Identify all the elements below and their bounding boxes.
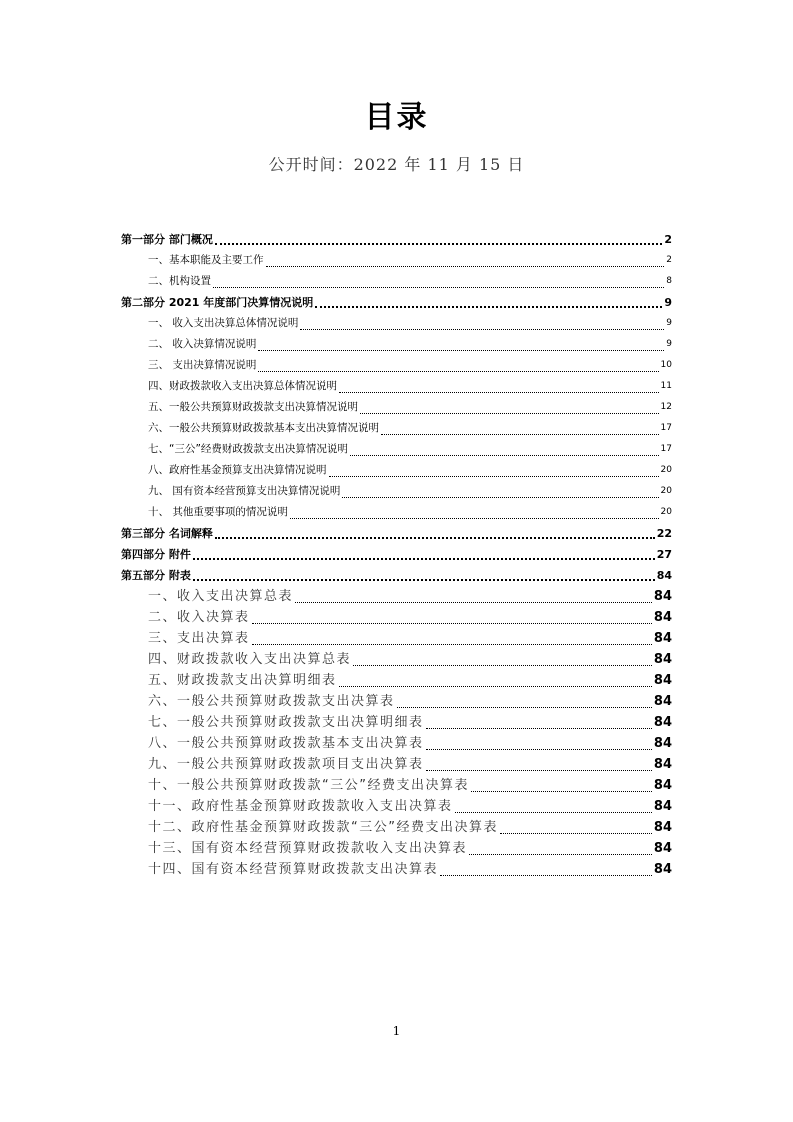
dot-leader <box>426 770 652 771</box>
toc-entry-page: 20 <box>660 486 672 496</box>
toc-entry-label: 五、财政拨款支出决算明细表 <box>148 673 337 688</box>
dot-leader <box>295 602 652 603</box>
toc-entry-label: 十四、国有资本经营预算财政拨款支出决算表 <box>148 862 439 877</box>
toc-entry[interactable] <box>121 250 672 271</box>
toc-entry[interactable] <box>121 649 672 670</box>
toc-entry[interactable] <box>121 460 672 481</box>
toc-entry-label: 十二、政府性基金预算财政拨款“三公”经费支出决算表 <box>148 820 498 835</box>
toc-section-page: 2 <box>664 233 672 246</box>
toc-entry-page: 9 <box>666 339 672 349</box>
toc-entry-page: 84 <box>653 841 672 856</box>
toc-entry-page: 8 <box>666 276 672 286</box>
dot-leader <box>315 306 662 308</box>
dot-leader <box>300 329 664 330</box>
toc-entry-page: 17 <box>660 444 672 454</box>
toc-entry-page: 84 <box>653 715 672 730</box>
dot-leader <box>329 476 659 477</box>
toc-entry[interactable] <box>121 796 672 817</box>
toc-entry[interactable] <box>121 313 672 334</box>
table-of-contents <box>121 229 672 880</box>
toc-entry[interactable] <box>121 376 672 397</box>
dot-leader <box>215 243 663 245</box>
toc-section-label: 第二部分 2021 年度部门决算情况说明 <box>121 296 314 309</box>
toc-section-3[interactable] <box>121 523 672 544</box>
dot-leader <box>455 812 652 813</box>
dot-leader <box>339 392 659 393</box>
toc-entry-label: 六、一般公共预算财政拨款支出决算表 <box>148 694 395 709</box>
dot-leader <box>350 455 659 456</box>
toc-entry[interactable] <box>121 754 672 775</box>
toc-entry-label: 二、机构设置 <box>148 275 211 287</box>
toc-entry-page: 11 <box>660 381 672 391</box>
dot-leader <box>213 287 664 288</box>
toc-entry-page: 84 <box>653 757 672 772</box>
toc-entry-page: 2 <box>666 255 672 265</box>
dot-leader <box>339 686 652 687</box>
toc-entry-label: 四、财政拨款收入支出决算总表 <box>148 652 352 667</box>
toc-entry-label: 四、财政拨款收入支出决算总体情况说明 <box>148 380 337 392</box>
dot-leader <box>193 579 655 581</box>
dot-leader <box>469 854 652 855</box>
dot-leader <box>381 434 659 435</box>
toc-entry[interactable] <box>121 481 672 502</box>
toc-entry-label: 一、收入支出决算总表 <box>148 589 294 604</box>
toc-entry[interactable] <box>121 418 672 439</box>
toc-entry[interactable] <box>121 859 672 880</box>
dot-leader <box>500 833 652 834</box>
publish-date: 公开时间：2022 年 11 月 15 日 <box>268 155 525 174</box>
toc-entry-page: 84 <box>653 862 672 877</box>
dot-leader <box>258 371 658 372</box>
document-title: 目录 <box>364 100 429 135</box>
toc-entry[interactable] <box>121 691 672 712</box>
toc-section-2[interactable] <box>121 292 672 313</box>
toc-entry-label: 十、 其他重要事项的情况说明 <box>148 506 288 518</box>
toc-entry[interactable] <box>121 397 672 418</box>
dot-leader <box>353 665 652 666</box>
dot-leader <box>426 728 652 729</box>
toc-entry[interactable] <box>121 838 672 859</box>
toc-entry-page: 84 <box>653 820 672 835</box>
toc-section-page: 84 <box>656 569 672 582</box>
toc-section-5[interactable] <box>121 565 672 586</box>
toc-entry-page: 84 <box>653 631 672 646</box>
toc-entry-label: 一、 收入支出决算总体情况说明 <box>148 317 299 329</box>
page-number: 1 <box>392 1024 401 1038</box>
toc-entry[interactable] <box>121 439 672 460</box>
toc-entry-label: 十一、政府性基金预算财政拨款收入支出决算表 <box>148 799 453 814</box>
toc-entry-label: 七、“三公”经费财政拨款支出决算情况说明 <box>148 443 348 455</box>
toc-entry-page: 84 <box>653 799 672 814</box>
dot-leader <box>290 518 659 519</box>
toc-entry-label: 十三、国有资本经营预算财政拨款收入支出决算表 <box>148 841 468 856</box>
toc-entry-page: 84 <box>653 673 672 688</box>
toc-entry[interactable] <box>121 670 672 691</box>
toc-entry-page: 10 <box>660 360 672 370</box>
toc-entry-label: 八、政府性基金预算支出决算情况说明 <box>148 464 327 476</box>
dot-leader <box>258 350 664 351</box>
toc-entry-page: 12 <box>660 402 672 412</box>
dot-leader <box>342 497 658 498</box>
toc-section-4[interactable] <box>121 544 672 565</box>
dot-leader <box>193 558 655 560</box>
toc-entry-page: 20 <box>660 507 672 517</box>
toc-entry-label: 八、一般公共预算财政拨款基本支出决算表 <box>148 736 424 751</box>
toc-section-page: 27 <box>656 548 672 561</box>
dot-leader <box>215 537 655 539</box>
toc-section-label: 第三部分 名词解释 <box>121 527 213 540</box>
toc-entry-page: 9 <box>666 318 672 328</box>
toc-section-1[interactable] <box>121 229 672 250</box>
toc-entry-label: 五、一般公共预算财政拨款支出决算情况说明 <box>148 401 358 413</box>
toc-entry-label: 九、 国有资本经营预算支出决算情况说明 <box>148 485 341 497</box>
toc-entry[interactable] <box>121 775 672 796</box>
toc-entry-page: 20 <box>660 465 672 475</box>
toc-entry-page: 84 <box>653 610 672 625</box>
dot-leader <box>252 623 652 624</box>
dot-leader <box>471 791 652 792</box>
toc-entry[interactable] <box>121 271 672 292</box>
toc-entry-label: 二、收入决算表 <box>148 610 250 625</box>
toc-entry-label: 六、一般公共预算财政拨款基本支出决算情况说明 <box>148 422 379 434</box>
toc-entry-page: 84 <box>653 589 672 604</box>
toc-entry-label: 七、一般公共预算财政拨款支出决算明细表 <box>148 715 424 730</box>
toc-entry[interactable] <box>121 586 672 607</box>
dot-leader <box>426 749 652 750</box>
toc-entry-label: 三、支出决算表 <box>148 631 250 646</box>
toc-entry[interactable] <box>121 628 672 649</box>
toc-section-page: 22 <box>656 527 672 540</box>
toc-entry-label: 三、 支出决算情况说明 <box>148 359 257 371</box>
toc-entry-label: 十、一般公共预算财政拨款“三公”经费支出决算表 <box>148 778 469 793</box>
toc-entry[interactable] <box>121 712 672 733</box>
toc-entry-label: 九、一般公共预算财政拨款项目支出决算表 <box>148 757 424 772</box>
toc-entry-label: 二、 收入决算情况说明 <box>148 338 257 350</box>
toc-entry[interactable] <box>121 607 672 628</box>
toc-section-page: 9 <box>664 296 672 309</box>
dot-leader <box>397 707 652 708</box>
toc-entry[interactable] <box>121 502 672 523</box>
dot-leader <box>252 644 652 645</box>
toc-entry[interactable] <box>121 334 672 355</box>
toc-entry-page: 84 <box>653 778 672 793</box>
toc-section-label: 第一部分 部门概况 <box>121 233 213 246</box>
toc-entry-page: 84 <box>653 694 672 709</box>
toc-entry-page: 84 <box>653 736 672 751</box>
toc-entry[interactable] <box>121 355 672 376</box>
toc-section-label: 第四部分 附件 <box>121 548 191 561</box>
toc-entry-page: 84 <box>653 652 672 667</box>
dot-leader <box>440 875 652 876</box>
dot-leader <box>266 266 665 267</box>
toc-section-label: 第五部分 附表 <box>121 569 191 582</box>
toc-entry-label: 一、基本职能及主要工作 <box>148 254 264 266</box>
dot-leader <box>360 413 659 414</box>
toc-entry-page: 17 <box>660 423 672 433</box>
toc-entry[interactable] <box>121 817 672 838</box>
toc-entry[interactable] <box>121 733 672 754</box>
